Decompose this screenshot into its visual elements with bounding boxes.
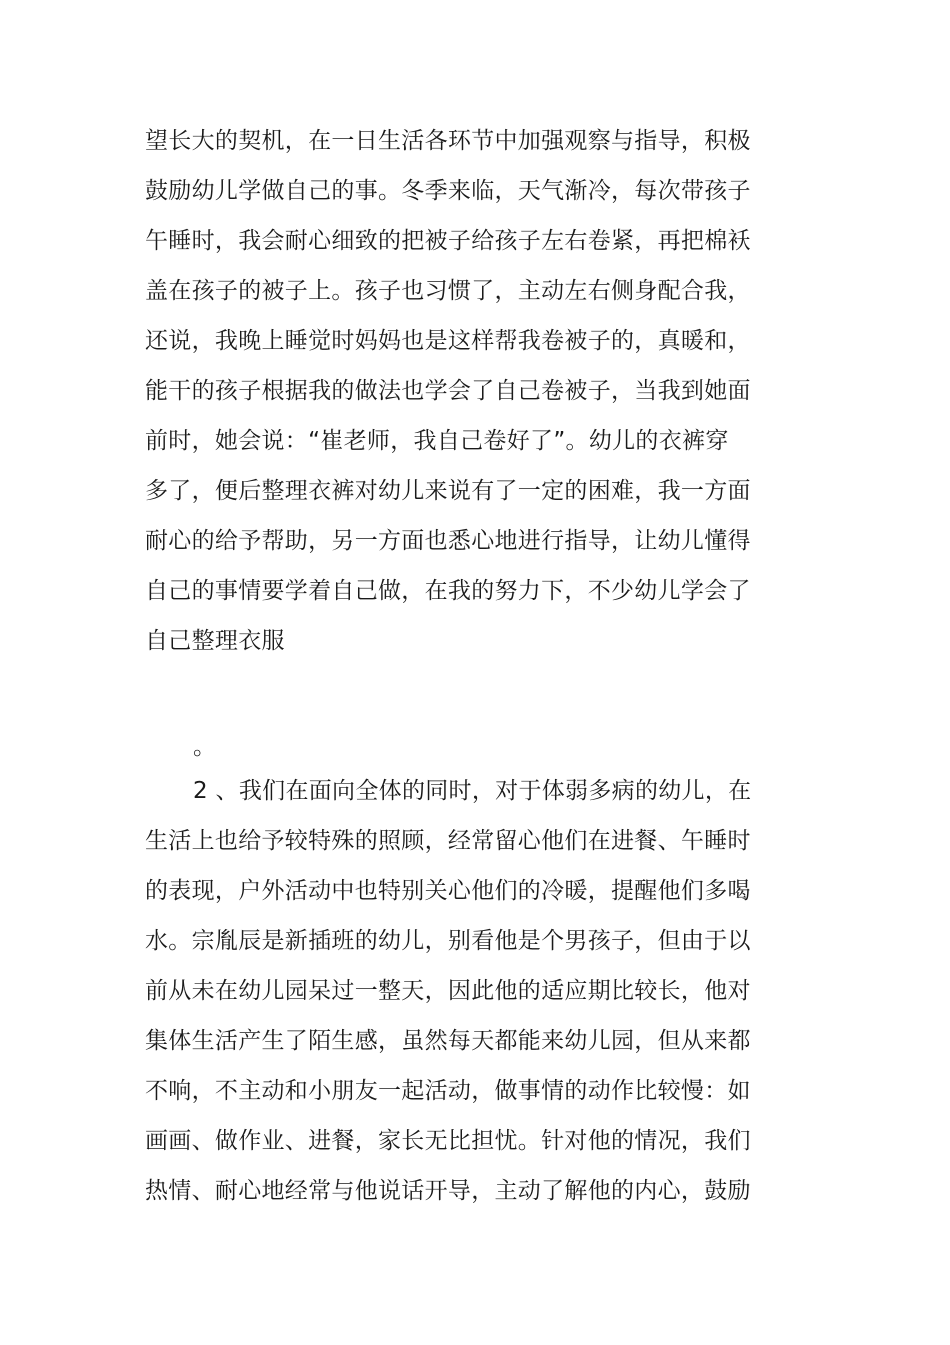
paragraph-2-line-3: 的表现，户外活动中也特别关心他们的冷暖，提醒他们多喝: [145, 878, 751, 904]
paragraph-2-line-1: 2 、我们在面向全体的同时，对于体弱多病的幼儿，在: [193, 778, 752, 804]
paragraph-1-line-9: 耐心的给予帮助，另一方面也悉心地进行指导，让幼儿懂得: [145, 528, 751, 554]
paragraph-1-line-11: 自己整理衣服: [145, 628, 285, 654]
paragraph-2-line-7: 不响，不主动和小朋友一起活动，做事情的动作比较慢：如: [145, 1078, 751, 1104]
paragraph-1-line-2: 鼓励幼儿学做自己的事。冬季来临，天气渐冷，每次带孩子: [145, 178, 751, 204]
paragraph-1-line-10: 自己的事情要学着自己做，在我的努力下，不少幼儿学会了: [145, 578, 751, 604]
paragraph-2-line-8: 画画、做作业、进餐，家长无比担忧。针对他的情况，我们: [145, 1128, 751, 1154]
paragraph-2-line-9: 热情、耐心地经常与他说话开导，主动了解他的内心，鼓励: [145, 1178, 751, 1204]
paragraph-1-line-3: 午睡时，我会耐心细致的把被子给孩子左右卷紧，再把棉袄: [145, 228, 751, 254]
paragraph-2-line-5: 前从未在幼儿园呆过一整天，因此他的适应期比较长，他对: [145, 978, 751, 1004]
period-mark: 。: [193, 734, 217, 760]
paragraph-2-line-6: 集体生活产生了陌生感，虽然每天都能来幼儿园，但从来都: [145, 1028, 751, 1054]
paragraph-1-line-6: 能干的孩子根据我的做法也学会了自己卷被子，当我到她面: [145, 378, 751, 404]
paragraph-1-line-5: 还说，我晚上睡觉时妈妈也是这样帮我卷被子的，真暖和，: [145, 328, 751, 354]
paragraph-1-line-4: 盖在孩子的被子上。孩子也习惯了，主动左右侧身配合我，: [145, 278, 751, 304]
paragraph-1-line-7: 前时，她会说：“崔老师，我自己卷好了”。幼儿的衣裤穿: [145, 428, 729, 454]
paragraph-2-line-4: 水。宗胤辰是新插班的幼儿，别看他是个男孩子，但由于以: [145, 928, 751, 954]
paragraph-1-line-8: 多了，便后整理衣裤对幼儿来说有了一定的困难，我一方面: [145, 478, 751, 504]
paragraph-1-line-1: 望长大的契机，在一日生活各环节中加强观察与指导，积极: [145, 128, 751, 154]
paragraph-2-line-2: 生活上也给予较特殊的照顾，经常留心他们在进餐、午睡时: [145, 828, 751, 854]
